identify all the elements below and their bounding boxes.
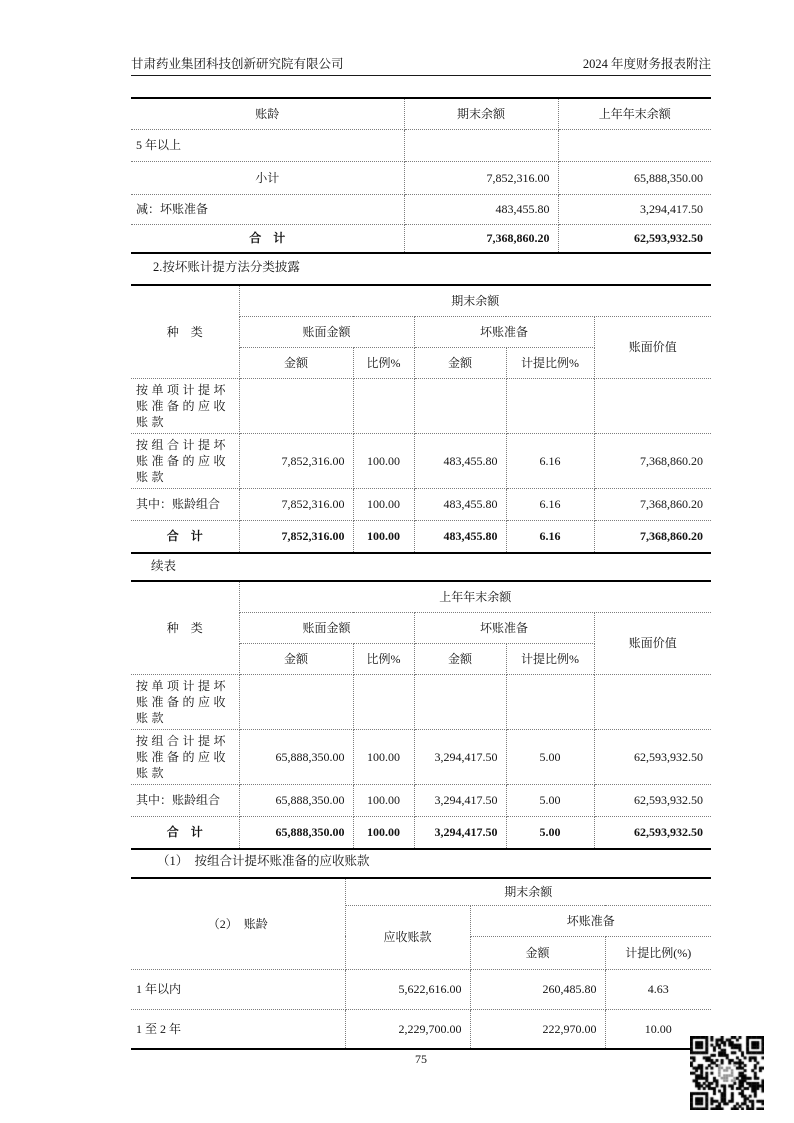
- cell: 7,852,316.00: [404, 161, 558, 194]
- cell: 3,294,417.50: [414, 816, 506, 849]
- table-row: [131, 378, 711, 433]
- cell: [239, 378, 353, 433]
- table-row: [131, 674, 711, 729]
- table-row: [131, 581, 711, 612]
- table-row: [131, 784, 711, 816]
- cell: 65,888,350.00: [239, 784, 353, 816]
- col-amount: 金额: [239, 347, 353, 378]
- col-bad-debt: 坏账准备: [414, 612, 594, 643]
- cell: 5.00: [506, 729, 594, 784]
- qr-code: [690, 1036, 764, 1110]
- cell: [404, 129, 558, 161]
- total-row: [131, 816, 711, 849]
- col-bad-debt: 坏账准备: [414, 316, 594, 347]
- table-row: [131, 488, 711, 520]
- cell: 5.00: [506, 816, 594, 849]
- col-bad-debt: 坏账准备: [470, 905, 711, 936]
- cell: 按单项计提坏账准备的应收账款: [131, 674, 239, 729]
- cell: 7,852,316.00: [239, 488, 353, 520]
- cell: 62,593,932.50: [594, 816, 711, 849]
- cell: 222,970.00: [470, 1009, 605, 1049]
- col-period-group: 上年年末余额: [239, 581, 711, 612]
- header-rule: [131, 75, 711, 76]
- col-book-amount: 账面金额: [239, 316, 414, 347]
- cell: 7,368,860.20: [594, 433, 711, 488]
- cell: 按单项计提坏账准备的应收账款: [131, 378, 239, 433]
- cell: 7,852,316.00: [239, 520, 353, 553]
- cell: 合 计: [131, 520, 239, 553]
- table-row: [131, 433, 711, 488]
- cell: 100.00: [353, 488, 414, 520]
- cell: 100.00: [353, 433, 414, 488]
- total-row: [131, 224, 711, 253]
- col-ending-balance: 期末余额: [404, 98, 558, 129]
- table-row: [131, 98, 711, 129]
- cell: 100.00: [353, 816, 414, 849]
- cell: 小计: [131, 161, 404, 194]
- table-row: [131, 161, 711, 194]
- cell: 按组合计提坏账准备的应收账款: [131, 433, 239, 488]
- cell: 100.00: [353, 729, 414, 784]
- cell: 62,593,932.50: [558, 224, 711, 253]
- cell: 260,485.80: [470, 969, 605, 1009]
- table-row: [131, 1009, 711, 1049]
- cell: 65,888,350.00: [239, 729, 353, 784]
- col-prior-year-balance: 上年年末余额: [558, 98, 711, 129]
- cell: 7,368,860.20: [594, 488, 711, 520]
- cell: 483,455.80: [414, 488, 506, 520]
- cell: [594, 674, 711, 729]
- cell: 7,852,316.00: [239, 433, 353, 488]
- cell: 5,622,616.00: [345, 969, 470, 1009]
- cell: [506, 674, 594, 729]
- total-row: [131, 520, 711, 553]
- cell: 合 计: [131, 816, 239, 849]
- cell: 62,593,932.50: [594, 784, 711, 816]
- cell: 3,294,417.50: [558, 194, 711, 224]
- cell: 1 年以内: [131, 969, 345, 1009]
- aging-summary-table: [131, 97, 711, 254]
- col-amount: 金额: [239, 643, 353, 674]
- col-period-group: 期末余额: [239, 285, 711, 316]
- cell: 7,368,860.20: [594, 520, 711, 553]
- cell: 4.63: [605, 969, 711, 1009]
- col-category: 种 类: [131, 285, 239, 378]
- table-row: [131, 129, 711, 161]
- page-number: 75: [415, 1052, 427, 1066]
- cell: 其中：账龄组合: [131, 488, 239, 520]
- cell: 减：坏账准备: [131, 194, 404, 224]
- table-row: [131, 729, 711, 784]
- col-provision-ratio: 计提比例%: [506, 643, 594, 674]
- section-heading-method: 2.按坏账计提方法分类披露: [153, 260, 300, 274]
- cell: 6.16: [506, 433, 594, 488]
- cell: 62,593,932.50: [594, 729, 711, 784]
- cell: 10.00: [605, 1009, 711, 1049]
- cell: 483,455.80: [404, 194, 558, 224]
- table-row: [131, 878, 711, 905]
- col-amount: 金额: [470, 936, 605, 969]
- col-provision-ratio: 计提比例(%): [605, 936, 711, 969]
- section-heading-combo: （1） 按组合计提坏账准备的应收账款: [157, 854, 370, 868]
- col-category: 种 类: [131, 581, 239, 674]
- cell: 483,455.80: [414, 433, 506, 488]
- col-aging: 账龄: [131, 98, 404, 129]
- cell: [414, 674, 506, 729]
- combo-aging-table: [131, 877, 711, 1050]
- cell: 7,368,860.20: [404, 224, 558, 253]
- cell: [353, 674, 414, 729]
- method-table-current: [131, 284, 711, 554]
- col-ratio: 比例%: [353, 643, 414, 674]
- cell: 2,229,700.00: [345, 1009, 470, 1049]
- cell: 按组合计提坏账准备的应收账款: [131, 729, 239, 784]
- cell: 6.16: [506, 520, 594, 553]
- cell: [594, 378, 711, 433]
- col-ratio: 比例%: [353, 347, 414, 378]
- col-provision-ratio: 计提比例%: [506, 347, 594, 378]
- company-name: 甘肃药业集团科技创新研究院有限公司: [131, 57, 344, 71]
- cell: 其中：账龄组合: [131, 784, 239, 816]
- col-period-group: 期末余额: [345, 878, 711, 905]
- cell: 5.00: [506, 784, 594, 816]
- method-table-prior: [131, 580, 711, 850]
- cell: 3,294,417.50: [414, 784, 506, 816]
- cell: 3,294,417.50: [414, 729, 506, 784]
- col-amount: 金额: [414, 643, 506, 674]
- cell: 483,455.80: [414, 520, 506, 553]
- cell: 5 年以上: [131, 129, 404, 161]
- cell: 6.16: [506, 488, 594, 520]
- cell: 合 计: [131, 224, 404, 253]
- page-header: [131, 54, 711, 72]
- col-book-value: 账面价值: [594, 612, 711, 674]
- col-receivable: 应收账款: [345, 905, 470, 969]
- cell: 100.00: [353, 784, 414, 816]
- col-book-value: 账面价值: [594, 316, 711, 378]
- cell: [558, 129, 711, 161]
- cell: [414, 378, 506, 433]
- table-row: [131, 194, 711, 224]
- cell: 65,888,350.00: [239, 816, 353, 849]
- table-row: [131, 969, 711, 1009]
- col-aging: （2） 账龄: [131, 878, 345, 969]
- cell: 65,888,350.00: [558, 161, 711, 194]
- doc-title: 2024 年度财务报表附注: [582, 57, 711, 71]
- cell: [353, 378, 414, 433]
- table-row: [131, 285, 711, 316]
- cell: 100.00: [353, 520, 414, 553]
- col-book-amount: 账面金额: [239, 612, 414, 643]
- cell: [239, 674, 353, 729]
- col-amount: 金额: [414, 347, 506, 378]
- cell: 1 至 2 年: [131, 1009, 345, 1049]
- cell: [506, 378, 594, 433]
- continued-table-label: 续表: [151, 559, 177, 573]
